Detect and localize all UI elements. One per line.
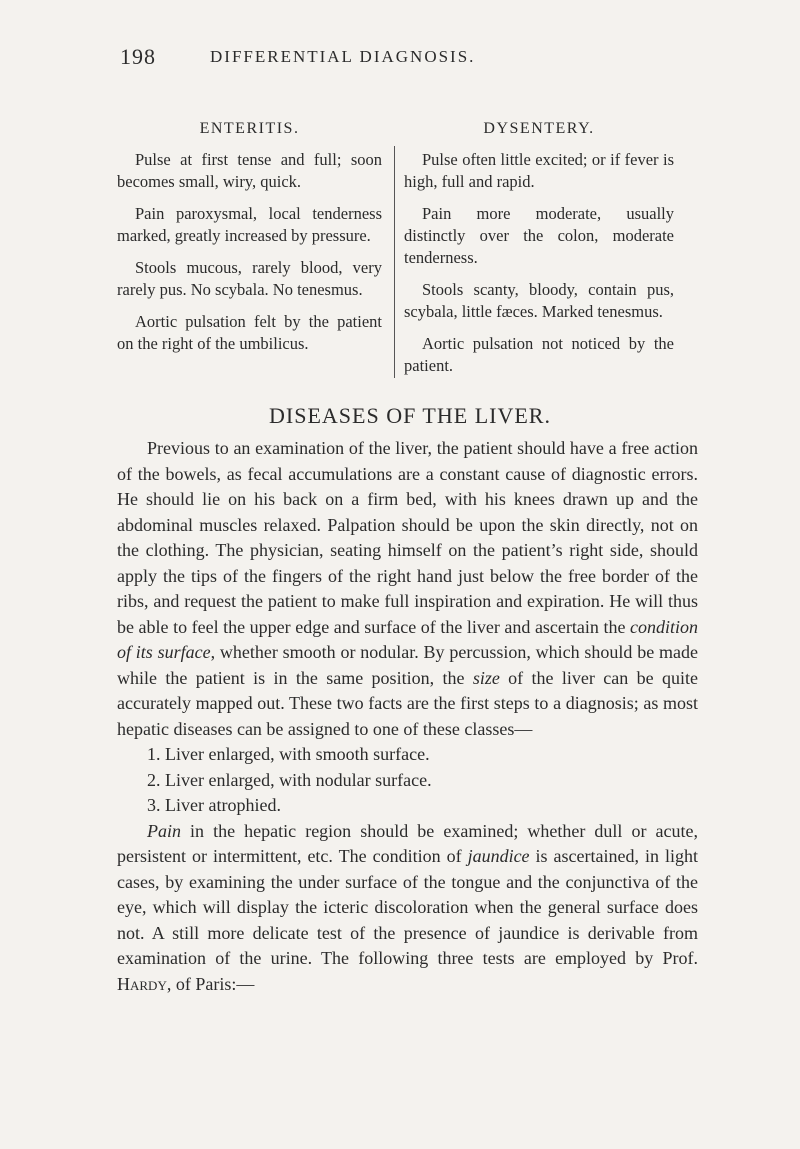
paragraph-examination bbox=[117, 436, 698, 742]
page-number: 198 bbox=[120, 44, 156, 69]
section-body bbox=[117, 436, 698, 997]
paragraph-pain-jaundice bbox=[117, 819, 698, 998]
text-run: Previous to an examination of the liver, the patient should have a free action of the bowels, as fecal accumulations are a constant cause of diagnostic errors. He should lie on his back on a firm bed, with his knees drawn up and the abdominal muscles relaxed. Palpation should be upon the skin directly, not on the clothing. The physician, seating himself on the patient’s right side, should apply the tips of the fingers of the right hand just below the free border of the ribs, and request the patient to make full inspiration and expiration. He will thus be able to feel the upper edge and surface of the liver and ascertain the bbox=[117, 438, 698, 637]
column-divider bbox=[394, 146, 395, 378]
enteritis-aortic: Aortic pulsation felt by the patient on the right of the umbilicus. bbox=[117, 312, 382, 353]
dysentery-heading: DYSENTERY. bbox=[483, 120, 595, 137]
emphasis-pain: Pain bbox=[147, 820, 181, 841]
list-item: 1. Liver enlarged, with smooth surface. bbox=[147, 744, 430, 764]
emphasis-size: size bbox=[472, 667, 500, 688]
dysentery-pulse: Pulse often little excited; or if fever is high, full and rapid. bbox=[404, 150, 674, 191]
enteritis-heading: ENTERITIS. bbox=[199, 120, 300, 137]
comparison-table bbox=[117, 118, 697, 388]
enteritis-column bbox=[117, 118, 382, 365]
enteritis-pain: Pain paroxysmal, local tenderness marked, greatly increased by pressure. bbox=[117, 204, 382, 245]
text-run: of the liver can be quite accurately mapped out. These two facts are the first steps to a diagnosis; as most hepatic diseases can be assigned to one of these classes— bbox=[117, 667, 698, 739]
text-run: , whether smooth or nodular. By percussion, which should be made while the patient is in the same position, the bbox=[117, 642, 698, 688]
dysentery-column bbox=[404, 118, 674, 387]
section-heading: DISEASES OF THE LIVER. bbox=[269, 403, 551, 428]
dysentery-stools: Stools scanty, bloody, contain pus, scybala, little fæces. Marked tenesmus. bbox=[404, 280, 674, 321]
dysentery-aortic: Aortic pulsation not noticed by the patient. bbox=[404, 334, 674, 375]
enteritis-pulse: Pulse at first tense and full; soon becomes small, wiry, quick. bbox=[117, 150, 382, 191]
running-head bbox=[0, 44, 800, 74]
text-run: is ascertained, in light cases, by examining the under surface of the tongue and the conjunctiva of the eye, which will display the icteric discoloration when the general surface does not. A still more delicate test of the presence of jaundice is derivable from examination of the urine. The following three tests are employed by Prof. bbox=[117, 846, 698, 968]
text-run: , of Paris:— bbox=[166, 973, 255, 994]
emphasis-jaundice: jaundice bbox=[467, 846, 530, 866]
list-item: 3. Liver atrophied. bbox=[147, 795, 281, 815]
list-item: 2. Liver enlarged, with nodular surface. bbox=[147, 769, 432, 790]
enteritis-stools: Stools mucous, rarely blood, very rarely pus. No scybala. No tenesmus. bbox=[117, 258, 382, 299]
text-run: in the hepatic region should be examined; whether dull or acute, persistent or intermittent, etc. The condition of bbox=[117, 820, 698, 866]
dysentery-pain: Pain more moderate, usually distinctly over the colon, moderate tenderness. bbox=[404, 204, 674, 267]
author-name: Hardy bbox=[117, 973, 167, 994]
emphasis-condition: condition of its surface bbox=[117, 616, 698, 662]
running-title: DIFFERENTIAL DIAGNOSIS. bbox=[210, 47, 476, 66]
